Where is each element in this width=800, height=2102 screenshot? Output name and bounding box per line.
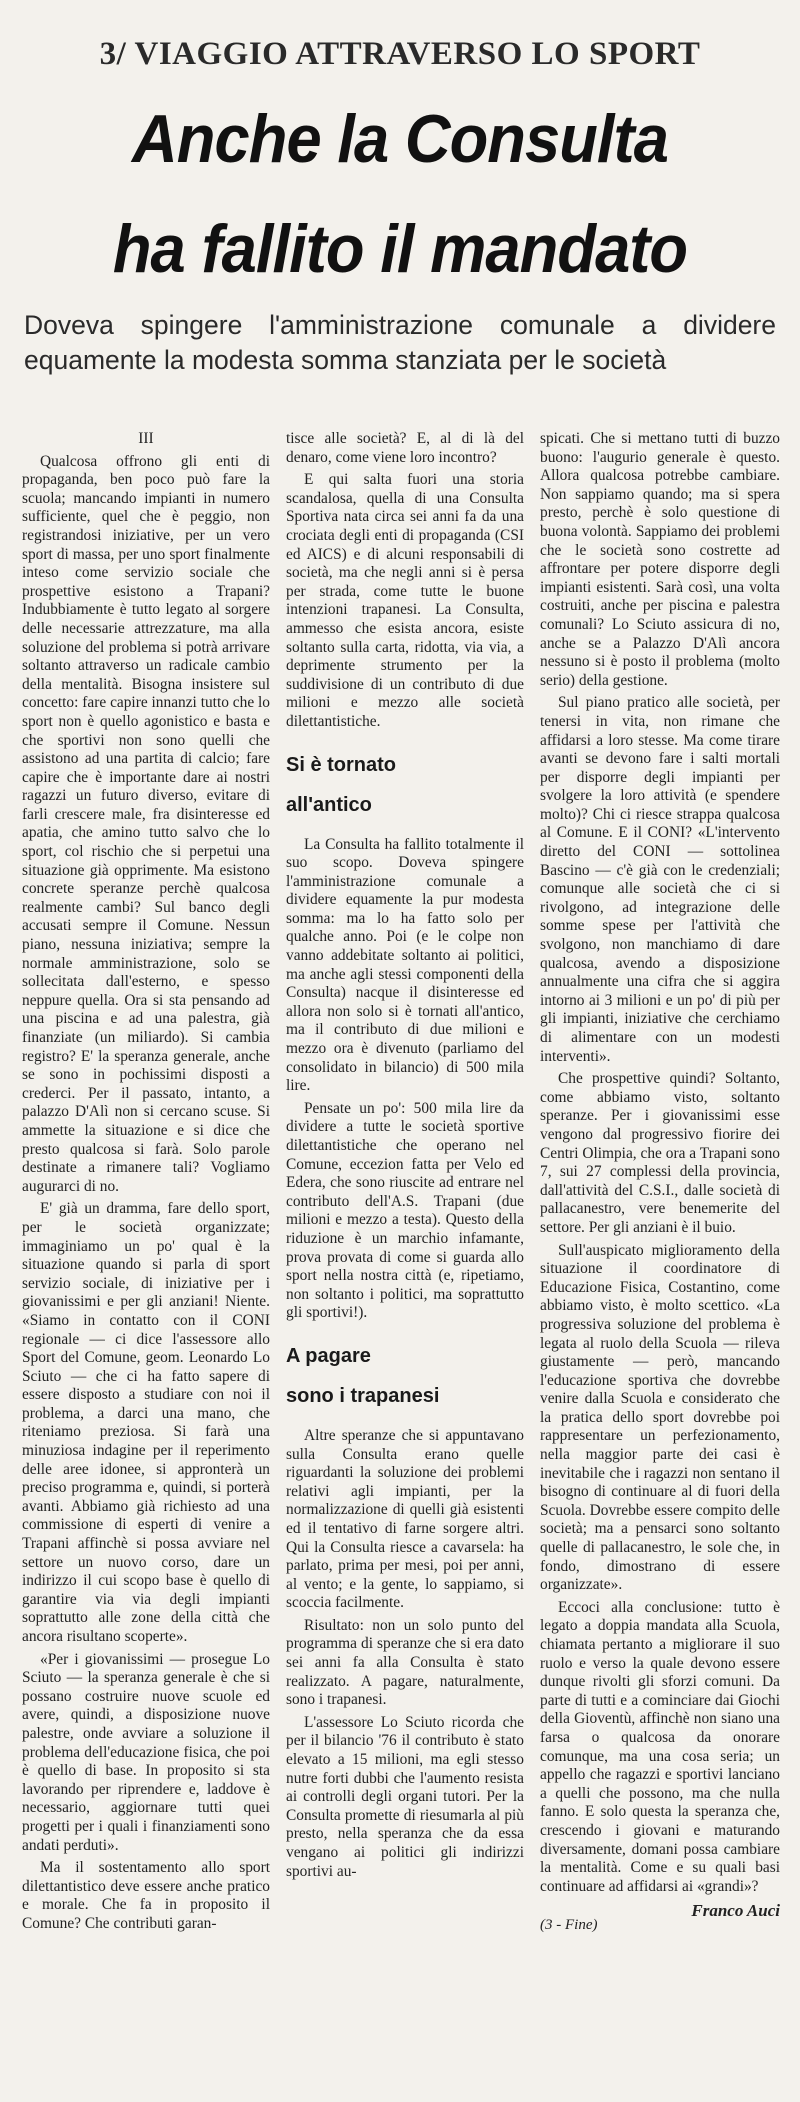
paragraph: Sull'auspicato miglioramento della situazione il coordinatore di Educazione Fisica, Costantino, come abbiamo visto, è molto scettico. «La progressiva soluzione del problema è legata al ruolo della Scuola — rileva giustamente — però, mancando l'educazione sportiva che dovrebbe venire dalla Scuola e considerato che la pratica dello sport dovrebbe poi rappresentare un perfezionamento, nella maggior parte dei casi è inevitabile che i ragazzi non sentano il bisogno di continuare al di fuori della Scuola. Dovrebbe essere compito delle società; ma a pensarci sono soltanto quelle di pallacanestro, le sole che, in fondo, dimostrano di essere organizzate». [540, 1241, 780, 1594]
article-column-2 [286, 430, 524, 2080]
paragraph: La Consulta ha fallito totalmente il suo scopo. Doveva spingere l'amministrazione comunale a dividere equamente la pur modesta somma: ma lo ha fatto solo per qualche anno. Poi (e le colpe non vanno addebitate soltanto ai politici, ma anche agli stessi componenti della Consulta) nacque il disinteresse ed allora non solo si è tornati all'antico, ma il contributo di due milioni e mezzo ora è divenuto (parliamo del consolidato in bilancio) di 500 mila lire. [286, 835, 524, 1095]
article-column-1 [22, 430, 270, 2080]
section-number: III [138, 430, 154, 447]
paragraph: tisce alle società? E, al di là del denaro, come viene loro incontro? [286, 430, 524, 466]
paragraph: Risultato: non un solo punto del programma di speranze che si era dato sei anni fa alla Consulta è stato realizzato. A pagare, naturalmente, sono i trapanesi. [286, 1616, 524, 1709]
subheading [286, 752, 524, 818]
subheading-line: all'antico [286, 793, 372, 816]
headline-line-2: ha fallito il mandato [112, 211, 688, 287]
paragraph: Pensate un po': 500 mila lire da dividere a tutte le società sportive dilettantistiche che operano nel Comune, eccezion fatta per Velo ed Edera, che sono riuscite ad entrare nel contributo dell'A.S. Trapani (due milioni e mezzo a testa). Questo della riduzione è un marchio infamante, prova provata di come si guarda allo sport nella nostra città (e, ripetiamo, non soltanto i politici, ma soprattutto gli sportivi!). [286, 1099, 524, 1322]
paragraph: Eccoci alla conclusione: tutto è legato a doppia mandata alla Scuola, chiamata pertanto a migliorare il suo ruolo e verso la quale devono essere dunque rivolti gli sforzi comuni. Da parte di tutti e a cominciare dai Giochi della Gioventù, affinchè non siano una farsa o qualcosa da onorare comunque, ma una cosa seria; un appello che ragazzi e sportivi lanciano a quelli che possono, ma che nulla fanno. E solo questa la speranza che, crescendo i giovani e maturando diversamente, domani possa cambiare la mentalità. Come e su quali basi continuare ad affidarsi ai «grandi»? [540, 1598, 780, 1895]
paragraph: Che prospettive quindi? Soltanto, come abbiamo visto, soltanto speranze. Per i giovanissimi esse vengono dal progressivo fiorire dei Centri Olimpia, che ora a Trapani sono 7, sui 27 complessi della provincia, dall'attività del C.S.I., dalle società di pallacanestro, vere benemerite del settore. Per gli anziani è il buio. [540, 1070, 780, 1236]
paragraph: Sul piano pratico alle società, per tenersi in vita, non rimane che affidarsi a loro stesse. Ma come tirare avanti se devono fare i salti mortali per disporre degli impianti per svolgere la loro attività (e spendere molto)? Chi ci riesce strappa qualcosa al Comune. E il CONI? «L'intervento diretto del CONI — sottolinea Bascino — c'è già con le credenziali; comunque alle società che ci si rivolgono, ad integrazione delle somme spese per l'attività che svolgono, non manchiamo di dare qualcosa, avendo a disposizione annualmente una cifra che si aggira intorno ai 3 milioni e un po' di più per gli impianti, iniziative che cerchiamo di alimentare con un modesti interventi». [540, 694, 780, 1065]
paragraph: «Per i giovanissimi — prosegue Lo Sciuto — la speranza generale è che si possano costruire nuove scuole ed avere, quindi, a disposizione nuove palestre, onde avviare a soluzione il problema dell'educazione fisica, che poi è quello di base. In proposito si sta lavorando per riprendere e, laddove è necessario, aggiornare tutti quei progetti per i quali i finanziamenti sono andati perduti». [22, 1650, 270, 1854]
headline-line-1: Anche la Consulta [132, 101, 668, 177]
subheading-line: sono i trapanesi [286, 1384, 440, 1407]
paragraph: L'assessore Lo Sciuto ricorda che per il bilancio '76 il contributo è stato elevato a 15 milioni, ma egli stesso nutre forti dubbi che l'aumento resista ai controlli degli organi tutori. Per la Consulta promette di riesumarla al più presto, nella speranza che da essa vengano ai politici gli indirizzi sportivi au- [286, 1713, 524, 1880]
series-kicker: 3/ VIAGGIO ATTRAVERSO LO SPORT [99, 36, 701, 72]
paragraph: E' già un dramma, fare dello sport, per le società organizzate; immaginiamo un po' qual è la situazione quando si parla di sport servizio sociale, di iniziative per i giovanissimi e per gli anziani! Niente. «Siamo in contatto con il CONI regionale — ci dice l'assessore allo Sport del Comune, geom. Leonardo Lo Sciuto — che ci ha fatto sapere di essere disposto a studiare con noi il problema, a darci una mano, che riteniamo preziosa. Si farà una minuziosa indagine per il reperimento delle aree idonee, si appronterà un preciso programma e, quindi, si porterà avanti. Abbiamo già richiesto ad una commissione di esperti di venire a Trapani affinchè si possa avviare nel settore un nuovo corso, dare un indirizzo il cui scopo base è quello di garantire via via degli impianti soprattutto alle zone della città che ancora risultano scoperte». [22, 1200, 270, 1645]
paragraph: Ma il sostentamento allo sport dilettantistico deve essere anche pratico e morale. Che fa in proposito il Comune? Che contributi garan- [22, 1859, 270, 1932]
subheading-line: A pagare [286, 1344, 371, 1367]
paragraph: Qualcosa offrono gli enti di propaganda, ben poco può fare la scuola; mancando impianti in numero sufficiente, quel che è peggio, non registrandosi iniziative, per un vero sport di massa, per uno sport finalmente inteso come servizio sociale che prospettive esistono a Trapani? Indubbiamente è tutto legato al sorgere delle necessarie attrezzature, ma alla soluzione del problema si potrà arrivare soltanto attraverso un radicale cambio della mentalità. Bisogna insistere sul concetto: fare capire innanzi tutto che lo sport non è quello agonistico e basta e che sportivi non sono quelli che assistono ad una partita di calcio; fare capire che è importante dare ai nostri ragazzi un futuro diverso, evitare di farli crescere male, fra disinteresse ed apatia, che amino tutto salvo che lo sport, col rischio che si perpetui una situazione già opprimente. Ma esistono concrete speranze perchè qualcosa realmente cambi? Sul banco degli accusati sempre il Comune. Nessun piano, nessuna iniziativa; sempre la normale amministrazione, solo se sollecitata dall'esterno, e spesso neppure quella. Ora si sta pensando ad una piscina e ad una palestra, già finanziate (un miliardo). Si cambia registro? E' la speranza generale, anche se sono in pochissimi disposti a crederci. Per il passato, intanto, a palazzo D'Alì non si cercano scuse. Si ammette la situazione e si dice che presto qualcosa si farà. Solo parole destinate a rimanere tali? Vogliamo augurarci di no. [22, 452, 270, 1195]
end-note: (3 - Fine) [540, 1917, 598, 1934]
deck-subtitle: Doveva spingere l'amministrazione comunale a dividere equamente la modesta somma stanziata per le società [24, 310, 776, 375]
paragraph: spicati. Che si mettano tutti di buzzo buono: l'augurio generale è questo. Allora qualcosa potrebbe cambiare. Non sappiamo quando; ma si spera presto, perchè è solo questione di buona volontà. Sappiamo dei problemi che le società sono costrette ad affrontare per potere disporre degli impianti esistenti. Sarà così, una volta costruiti, anche per piscina e palestra comunali? Lo Sciuto assicura di no, anche se a Palazzo D'Alì ancora nessuno si è posto il problema (molto serio) della gestione. [540, 430, 780, 689]
paragraph: Altre speranze che si appuntavano sulla Consulta erano quelle riguardanti la soluzione dei problemi relativi agli impianti, per la normalizzazione di quelli già esistenti ed il tentativo di farne sorgere altri. Qui la Consulta riesce a cavarsela: ha parlato, prima per mesi, poi per anni, al vento; e la gente, lo sappiamo, si scoccia facilmente. [286, 1426, 524, 1612]
subheading [286, 1343, 524, 1409]
paragraph: E qui salta fuori una storia scandalosa, quella di una Consulta Sportiva nata circa sei anni fa da una crociata degli enti di propaganda (CSI ed AICS) e di alcuni responsabili di società, ma che negli anni si è persa per strada, come tutte le buone intenzioni trapanesi. La Consulta, ammesso che esista ancora, esiste soltanto sulla carta, ridotta, via via, a deprimente strumento per la suddivisione di un contributo di due milioni e mezzo alle società dilettantistiche. [286, 471, 524, 730]
signoff [540, 1902, 780, 1942]
article-column-3 [540, 430, 780, 2080]
subheading-line: Si è tornato [286, 753, 397, 776]
author-byline: Franco Auci [691, 1901, 780, 1921]
